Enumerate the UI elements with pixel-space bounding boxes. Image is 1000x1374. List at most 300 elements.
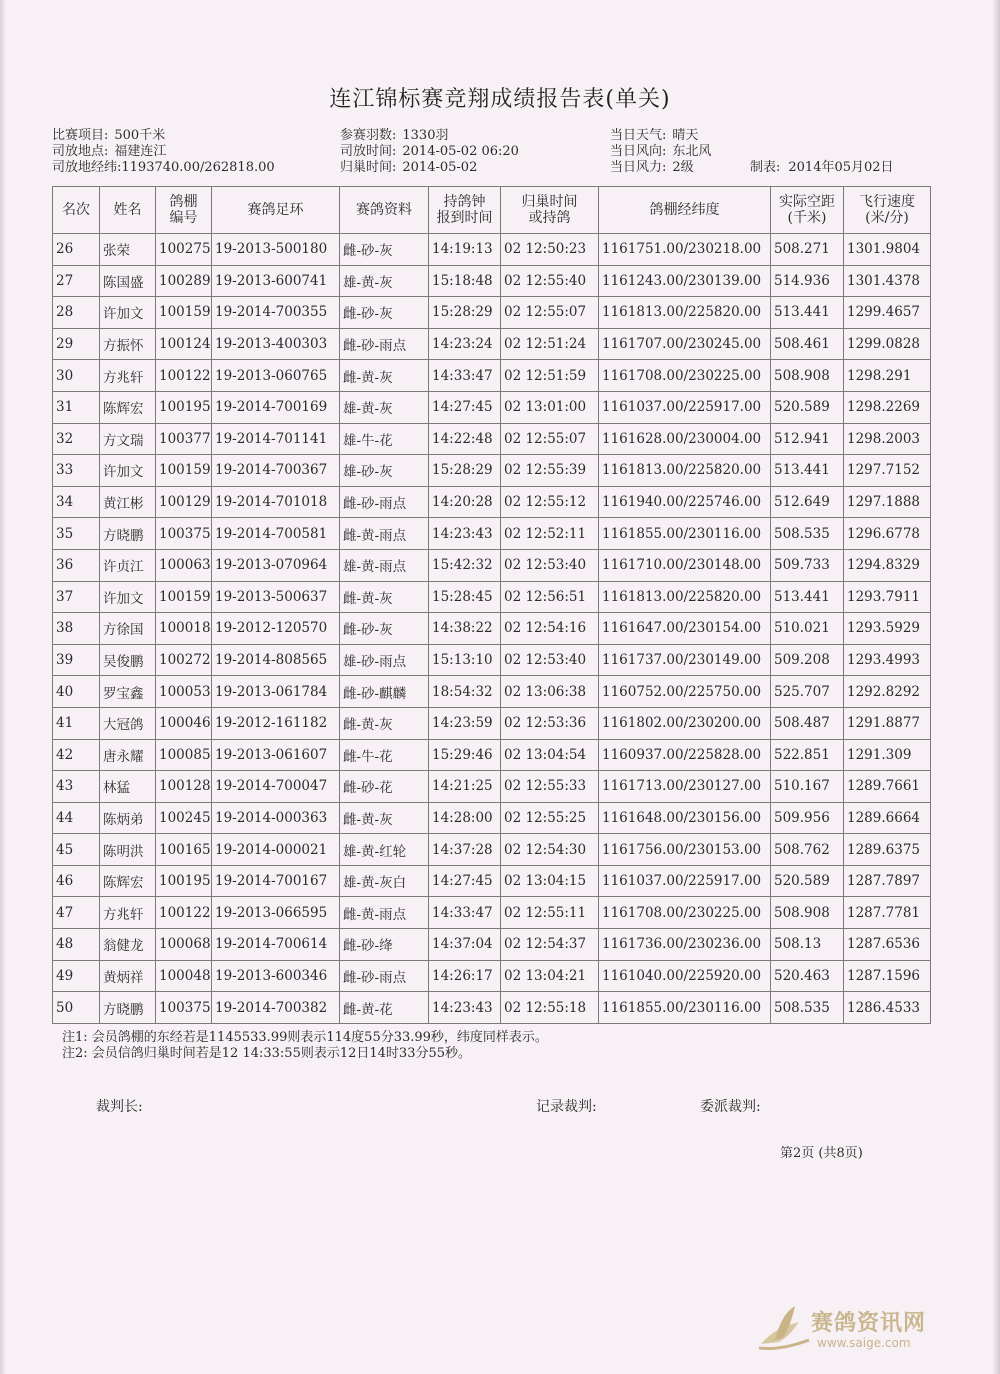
table-row bbox=[53, 676, 931, 708]
cell-speed: 1299.4657 bbox=[844, 297, 931, 329]
cell-loft-coords: 1161751.00/230218.00 bbox=[599, 234, 771, 266]
cell-distance: 513.441 bbox=[771, 455, 844, 487]
cell-clock-time: 14:27:45 bbox=[429, 865, 501, 897]
cell-return-time: 02 12:56:51 bbox=[501, 581, 599, 613]
cell-bird-info: 雄-黄-灰白 bbox=[340, 865, 429, 897]
cell-ring: 19-2014-700581 bbox=[212, 518, 340, 550]
cell-return-time: 02 13:04:21 bbox=[501, 960, 599, 992]
cell-name: 陈明洪 bbox=[100, 834, 156, 866]
weather-value: 晴天 bbox=[672, 128, 699, 143]
cell-ring: 19-2014-700367 bbox=[212, 455, 340, 487]
header-distance-line1: 实际空距 bbox=[779, 194, 835, 210]
cell-speed: 1292.8292 bbox=[844, 676, 931, 708]
cell-rank: 30 bbox=[53, 360, 100, 392]
cell-loft-id: 100085 bbox=[156, 739, 212, 771]
cell-loft-id: 100275 bbox=[156, 234, 212, 266]
race-info-column-1 bbox=[52, 128, 275, 176]
cell-bird-info: 雄-砂-雨点 bbox=[340, 644, 429, 676]
cell-distance: 513.441 bbox=[771, 297, 844, 329]
cell-loft-coords: 1161813.00/225820.00 bbox=[599, 455, 771, 487]
cell-ring: 19-2012-161182 bbox=[212, 707, 340, 739]
cell-bird-info: 雌-砂-雨点 bbox=[340, 960, 429, 992]
cell-speed: 1298.2003 bbox=[844, 423, 931, 455]
cell-return-time: 02 12:55:18 bbox=[501, 992, 599, 1024]
cell-return-time: 02 12:53:36 bbox=[501, 707, 599, 739]
cell-ring: 19-2014-700167 bbox=[212, 865, 340, 897]
cell-speed: 1289.7661 bbox=[844, 771, 931, 803]
cell-rank: 40 bbox=[53, 676, 100, 708]
cell-bird-info: 雌-牛-花 bbox=[340, 739, 429, 771]
cell-bird-info: 雄-黄-灰 bbox=[340, 391, 429, 423]
cell-loft-id: 100289 bbox=[156, 265, 212, 297]
footnote-1: 注1: 会员鸽棚的东经若是1145533.99则表示114度55分33.99秒，纬度同样表示。 bbox=[62, 1030, 548, 1045]
cell-ring: 19-2013-500637 bbox=[212, 581, 340, 613]
cell-loft-id: 100018 bbox=[156, 613, 212, 645]
cell-loft-coords: 1161813.00/225820.00 bbox=[599, 581, 771, 613]
cell-speed: 1297.7152 bbox=[844, 455, 931, 487]
cell-loft-id: 100375 bbox=[156, 992, 212, 1024]
cell-return-time: 02 12:55:25 bbox=[501, 802, 599, 834]
release-time-label: 司放时间: bbox=[340, 144, 397, 159]
table-row bbox=[53, 707, 931, 739]
cell-distance: 520.463 bbox=[771, 960, 844, 992]
table-row bbox=[53, 644, 931, 676]
cell-rank: 42 bbox=[53, 739, 100, 771]
cell-loft-coords: 1161648.00/230156.00 bbox=[599, 802, 771, 834]
cell-loft-id: 100122 bbox=[156, 360, 212, 392]
cell-loft-id: 100063 bbox=[156, 549, 212, 581]
cell-name: 黄炳祥 bbox=[100, 960, 156, 992]
return-time-label: 归巢时间: bbox=[340, 160, 397, 175]
cell-name: 黄江彬 bbox=[100, 486, 156, 518]
cell-name: 方文瑞 bbox=[100, 423, 156, 455]
cell-ring: 19-2013-600741 bbox=[212, 265, 340, 297]
cell-loft-id: 100129 bbox=[156, 486, 212, 518]
cell-clock-time: 14:23:24 bbox=[429, 328, 501, 360]
cell-bird-info: 雌-砂-雨点 bbox=[340, 486, 429, 518]
cell-loft-id: 100124 bbox=[156, 328, 212, 360]
cell-distance: 510.167 bbox=[771, 771, 844, 803]
cell-speed: 1298.291 bbox=[844, 360, 931, 392]
cell-clock-time: 14:20:28 bbox=[429, 486, 501, 518]
header-distance bbox=[771, 187, 844, 234]
cell-loft-id: 100128 bbox=[156, 771, 212, 803]
cell-return-time: 02 12:51:24 bbox=[501, 328, 599, 360]
cell-bird-info: 雌-砂-灰 bbox=[340, 234, 429, 266]
cell-distance: 508.908 bbox=[771, 897, 844, 929]
cell-ring: 19-2014-000021 bbox=[212, 834, 340, 866]
cell-bird-info: 雌-砂-绛 bbox=[340, 929, 429, 961]
table-row bbox=[53, 581, 931, 613]
table-row bbox=[53, 613, 931, 645]
recording-referee-label: 记录裁判: bbox=[536, 1099, 597, 1115]
results-table bbox=[52, 186, 931, 1024]
table-row bbox=[53, 802, 931, 834]
cell-clock-time: 15:28:29 bbox=[429, 297, 501, 329]
release-time-row bbox=[340, 144, 519, 160]
cell-rank: 49 bbox=[53, 960, 100, 992]
entries-value: 1330羽 bbox=[402, 128, 449, 143]
header-speed-line2: (米/分) bbox=[865, 210, 909, 226]
cell-loft-coords: 1161708.00/230225.00 bbox=[599, 360, 771, 392]
cell-bird-info: 雄-牛-花 bbox=[340, 423, 429, 455]
cell-loft-id: 100272 bbox=[156, 644, 212, 676]
cell-ring: 19-2013-400303 bbox=[212, 328, 340, 360]
table-row bbox=[53, 486, 931, 518]
header-home-line2: 或持鸽 bbox=[528, 210, 571, 226]
cell-loft-coords: 1161647.00/230154.00 bbox=[599, 613, 771, 645]
cell-rank: 35 bbox=[53, 518, 100, 550]
header-home bbox=[501, 187, 599, 234]
cell-clock-time: 15:29:46 bbox=[429, 739, 501, 771]
cell-name: 陈国盛 bbox=[100, 265, 156, 297]
cell-bird-info: 雄-黄-雨点 bbox=[340, 549, 429, 581]
cell-rank: 32 bbox=[53, 423, 100, 455]
cell-rank: 33 bbox=[53, 455, 100, 487]
cell-distance: 508.271 bbox=[771, 234, 844, 266]
cell-clock-time: 18:54:32 bbox=[429, 676, 501, 708]
cell-bird-info: 雌-砂-麒麟 bbox=[340, 676, 429, 708]
cell-distance: 520.589 bbox=[771, 865, 844, 897]
table-row bbox=[53, 549, 931, 581]
cell-bird-info: 雌-砂-灰 bbox=[340, 297, 429, 329]
cell-loft-coords: 1161737.00/230149.00 bbox=[599, 644, 771, 676]
cell-rank: 44 bbox=[53, 802, 100, 834]
table-row bbox=[53, 265, 931, 297]
return-time-value: 2014-05-02 bbox=[402, 160, 478, 175]
cell-speed: 1301.9804 bbox=[844, 234, 931, 266]
cell-clock-time: 14:26:17 bbox=[429, 960, 501, 992]
cell-return-time: 02 13:04:15 bbox=[501, 865, 599, 897]
cell-rank: 39 bbox=[53, 644, 100, 676]
cell-loft-id: 100122 bbox=[156, 897, 212, 929]
cell-name: 林猛 bbox=[100, 771, 156, 803]
cell-name: 方徐国 bbox=[100, 613, 156, 645]
cell-bird-info: 雄-砂-灰 bbox=[340, 455, 429, 487]
table-row bbox=[53, 328, 931, 360]
cell-distance: 512.941 bbox=[771, 423, 844, 455]
cell-ring: 19-2013-066595 bbox=[212, 897, 340, 929]
cell-distance: 508.908 bbox=[771, 360, 844, 392]
made-date-label: 制表: bbox=[750, 160, 781, 175]
cell-loft-id: 100375 bbox=[156, 518, 212, 550]
cell-distance: 522.851 bbox=[771, 739, 844, 771]
table-row bbox=[53, 234, 931, 266]
cell-speed: 1301.4378 bbox=[844, 265, 931, 297]
cell-name: 张荣 bbox=[100, 234, 156, 266]
cell-clock-time: 14:37:28 bbox=[429, 834, 501, 866]
table-row bbox=[53, 929, 931, 961]
cell-name: 方振怀 bbox=[100, 328, 156, 360]
chief-referee-label: 裁判长: bbox=[96, 1099, 143, 1115]
wind-force-value: 2级 bbox=[672, 160, 694, 175]
cell-return-time: 02 12:54:30 bbox=[501, 834, 599, 866]
cell-return-time: 02 12:55:07 bbox=[501, 297, 599, 329]
cell-loft-coords: 1161628.00/230004.00 bbox=[599, 423, 771, 455]
race-info-column-2 bbox=[340, 128, 519, 176]
cell-return-time: 02 12:55:33 bbox=[501, 771, 599, 803]
cell-loft-coords: 1160752.00/225750.00 bbox=[599, 676, 771, 708]
race-info bbox=[52, 128, 932, 180]
page-right-edge bbox=[992, 0, 1000, 1374]
cell-loft-coords: 1161040.00/225920.00 bbox=[599, 960, 771, 992]
cell-distance: 510.021 bbox=[771, 613, 844, 645]
wind-force-row bbox=[610, 160, 711, 176]
release-place-label: 司放地点: bbox=[52, 144, 109, 159]
cell-distance: 508.13 bbox=[771, 929, 844, 961]
cell-bird-info: 雌-黄-灰 bbox=[340, 707, 429, 739]
cell-distance: 508.535 bbox=[771, 992, 844, 1024]
cell-loft-coords: 1161037.00/225917.00 bbox=[599, 865, 771, 897]
cell-speed: 1294.8329 bbox=[844, 549, 931, 581]
cell-return-time: 02 13:04:54 bbox=[501, 739, 599, 771]
cell-bird-info: 雄-黄-灰 bbox=[340, 265, 429, 297]
cell-return-time: 02 12:55:40 bbox=[501, 265, 599, 297]
cell-loft-coords: 1161855.00/230116.00 bbox=[599, 992, 771, 1024]
event-row bbox=[52, 128, 275, 144]
table-row bbox=[53, 834, 931, 866]
cell-speed: 1287.6536 bbox=[844, 929, 931, 961]
table-row bbox=[53, 391, 931, 423]
cell-ring: 19-2014-700047 bbox=[212, 771, 340, 803]
cell-speed: 1287.7781 bbox=[844, 897, 931, 929]
cell-loft-id: 100245 bbox=[156, 802, 212, 834]
table-row bbox=[53, 518, 931, 550]
delegated-referee-label: 委派裁判: bbox=[700, 1099, 761, 1115]
header-loft-line1: 鸽棚 bbox=[169, 194, 198, 210]
cell-rank: 28 bbox=[53, 297, 100, 329]
cell-clock-time: 14:27:45 bbox=[429, 391, 501, 423]
cell-return-time: 02 12:55:12 bbox=[501, 486, 599, 518]
cell-loft-coords: 1161708.00/230225.00 bbox=[599, 897, 771, 929]
cell-loft-id: 100159 bbox=[156, 455, 212, 487]
cell-loft-coords: 1161713.00/230127.00 bbox=[599, 771, 771, 803]
cell-ring: 19-2013-070964 bbox=[212, 549, 340, 581]
cell-ring: 19-2013-600346 bbox=[212, 960, 340, 992]
cell-return-time: 02 13:01:00 bbox=[501, 391, 599, 423]
cell-clock-time: 15:13:10 bbox=[429, 644, 501, 676]
made-date bbox=[750, 160, 894, 176]
cell-name: 翁健龙 bbox=[100, 929, 156, 961]
cell-clock-time: 14:23:59 bbox=[429, 707, 501, 739]
report-title: 连江锦标赛竞翔成绩报告表(单关) bbox=[329, 87, 671, 112]
header-loft bbox=[156, 187, 212, 234]
race-info-column-3 bbox=[610, 128, 711, 176]
cell-clock-time: 14:23:43 bbox=[429, 992, 501, 1024]
cell-bird-info: 雌-砂-灰 bbox=[340, 613, 429, 645]
header-info: 赛鸽资料 bbox=[340, 187, 429, 234]
watermark bbox=[755, 1300, 965, 1360]
cell-rank: 31 bbox=[53, 391, 100, 423]
cell-speed: 1296.6778 bbox=[844, 518, 931, 550]
wind-force-label: 当日风力: bbox=[610, 160, 667, 175]
cell-speed: 1297.1888 bbox=[844, 486, 931, 518]
cell-return-time: 02 12:55:39 bbox=[501, 455, 599, 487]
cell-return-time: 02 12:54:37 bbox=[501, 929, 599, 961]
cell-return-time: 02 12:50:23 bbox=[501, 234, 599, 266]
cell-name: 许加文 bbox=[100, 297, 156, 329]
cell-loft-id: 100165 bbox=[156, 834, 212, 866]
cell-clock-time: 14:19:13 bbox=[429, 234, 501, 266]
cell-name: 大冠鸽 bbox=[100, 707, 156, 739]
cell-loft-id: 100195 bbox=[156, 391, 212, 423]
cell-distance: 508.535 bbox=[771, 518, 844, 550]
table-row bbox=[53, 960, 931, 992]
cell-bird-info: 雌-黄-灰 bbox=[340, 360, 429, 392]
cell-distance: 512.649 bbox=[771, 486, 844, 518]
watermark-url: www.saige.com bbox=[817, 1336, 911, 1350]
wind-direction-row bbox=[610, 144, 711, 160]
cell-name: 陈辉宏 bbox=[100, 865, 156, 897]
header-coords: 鸽棚经纬度 bbox=[599, 187, 771, 234]
header-distance-line2: (千米) bbox=[787, 210, 827, 226]
table-header-row bbox=[53, 187, 931, 234]
cell-rank: 34 bbox=[53, 486, 100, 518]
cell-loft-coords: 1161710.00/230148.00 bbox=[599, 549, 771, 581]
cell-bird-info: 雄-黄-红轮 bbox=[340, 834, 429, 866]
cell-rank: 36 bbox=[53, 549, 100, 581]
cell-bird-info: 雌-黄-灰 bbox=[340, 802, 429, 834]
page-left-edge bbox=[0, 0, 6, 1374]
header-home-line1: 归巢时间 bbox=[521, 194, 578, 210]
cell-bird-info: 雌-黄-雨点 bbox=[340, 518, 429, 550]
cell-clock-time: 15:18:48 bbox=[429, 265, 501, 297]
table-row bbox=[53, 297, 931, 329]
cell-speed: 1293.7911 bbox=[844, 581, 931, 613]
cell-name: 陈炳弟 bbox=[100, 802, 156, 834]
cell-bird-info: 雌-黄-灰 bbox=[340, 581, 429, 613]
cell-name: 陈辉宏 bbox=[100, 391, 156, 423]
weather-row bbox=[610, 128, 711, 144]
footnotes bbox=[62, 1030, 548, 1062]
cell-speed: 1286.4533 bbox=[844, 992, 931, 1024]
cell-name: 方晓鹏 bbox=[100, 518, 156, 550]
cell-rank: 45 bbox=[53, 834, 100, 866]
cell-loft-id: 100377 bbox=[156, 423, 212, 455]
cell-ring: 19-2014-701018 bbox=[212, 486, 340, 518]
cell-loft-id: 100068 bbox=[156, 929, 212, 961]
cell-return-time: 02 12:55:07 bbox=[501, 423, 599, 455]
cell-name: 罗宝鑫 bbox=[100, 676, 156, 708]
cell-ring: 19-2014-700355 bbox=[212, 297, 340, 329]
made-date-value: 2014年05月02日 bbox=[788, 160, 894, 175]
cell-clock-time: 14:33:47 bbox=[429, 360, 501, 392]
cell-distance: 509.208 bbox=[771, 644, 844, 676]
cell-return-time: 02 12:53:40 bbox=[501, 644, 599, 676]
cell-distance: 513.441 bbox=[771, 581, 844, 613]
cell-rank: 26 bbox=[53, 234, 100, 266]
cell-distance: 509.956 bbox=[771, 802, 844, 834]
table-row bbox=[53, 865, 931, 897]
header-name: 姓名 bbox=[100, 187, 156, 234]
cell-clock-time: 14:23:43 bbox=[429, 518, 501, 550]
cell-ring: 19-2014-808565 bbox=[212, 644, 340, 676]
page-number: 第2页 (共8页) bbox=[780, 1146, 863, 1161]
table-row bbox=[53, 897, 931, 929]
cell-speed: 1291.8877 bbox=[844, 707, 931, 739]
cell-distance: 525.707 bbox=[771, 676, 844, 708]
return-time-row bbox=[340, 160, 519, 176]
cell-speed: 1287.7897 bbox=[844, 865, 931, 897]
cell-rank: 50 bbox=[53, 992, 100, 1024]
cell-loft-coords: 1161707.00/230245.00 bbox=[599, 328, 771, 360]
cell-speed: 1291.309 bbox=[844, 739, 931, 771]
table-row bbox=[53, 455, 931, 487]
cell-name: 方兆轩 bbox=[100, 360, 156, 392]
cell-loft-coords: 1161037.00/225917.00 bbox=[599, 391, 771, 423]
header-ring: 赛鸽足环 bbox=[212, 187, 340, 234]
cell-ring: 19-2012-120570 bbox=[212, 613, 340, 645]
cell-ring: 19-2013-500180 bbox=[212, 234, 340, 266]
cell-rank: 48 bbox=[53, 929, 100, 961]
cell-name: 唐永耀 bbox=[100, 739, 156, 771]
cell-bird-info: 雌-黄-雨点 bbox=[340, 897, 429, 929]
cell-rank: 46 bbox=[53, 865, 100, 897]
cell-distance: 520.589 bbox=[771, 391, 844, 423]
watermark-name: 赛鸽资讯网 bbox=[811, 1311, 927, 1336]
cell-bird-info: 雌-砂-花 bbox=[340, 771, 429, 803]
cell-ring: 19-2014-701141 bbox=[212, 423, 340, 455]
cell-distance: 508.487 bbox=[771, 707, 844, 739]
release-place-row bbox=[52, 144, 275, 160]
release-coords-value: 1193740.00/262818.00 bbox=[121, 160, 275, 175]
cell-ring: 19-2013-061784 bbox=[212, 676, 340, 708]
wind-direction-label: 当日风向: bbox=[610, 144, 667, 159]
header-rank: 名次 bbox=[53, 187, 100, 234]
table-row bbox=[53, 771, 931, 803]
cell-distance: 514.936 bbox=[771, 265, 844, 297]
cell-speed: 1293.5929 bbox=[844, 613, 931, 645]
release-coords-row bbox=[52, 160, 275, 176]
cell-bird-info: 雌-砂-雨点 bbox=[340, 328, 429, 360]
cell-loft-coords: 1160937.00/225828.00 bbox=[599, 739, 771, 771]
cell-name: 方晓鹏 bbox=[100, 992, 156, 1024]
table-row bbox=[53, 739, 931, 771]
cell-ring: 19-2014-700169 bbox=[212, 391, 340, 423]
cell-clock-time: 14:37:04 bbox=[429, 929, 501, 961]
cell-speed: 1293.4993 bbox=[844, 644, 931, 676]
event-label: 比赛项目: bbox=[52, 128, 109, 143]
cell-rank: 41 bbox=[53, 707, 100, 739]
cell-return-time: 02 12:52:11 bbox=[501, 518, 599, 550]
cell-loft-id: 100053 bbox=[156, 676, 212, 708]
cell-rank: 29 bbox=[53, 328, 100, 360]
cell-loft-coords: 1161243.00/230139.00 bbox=[599, 265, 771, 297]
header-speed-line1: 飞行速度 bbox=[859, 194, 915, 210]
cell-rank: 43 bbox=[53, 771, 100, 803]
cell-rank: 27 bbox=[53, 265, 100, 297]
pigeon-logo-icon bbox=[755, 1300, 815, 1360]
cell-name: 方兆轩 bbox=[100, 897, 156, 929]
entries-label: 参赛羽数: bbox=[340, 128, 397, 143]
cell-loft-coords: 1161736.00/230236.00 bbox=[599, 929, 771, 961]
cell-loft-id: 100046 bbox=[156, 707, 212, 739]
cell-speed: 1298.2269 bbox=[844, 391, 931, 423]
wind-direction-value: 东北风 bbox=[672, 144, 712, 159]
cell-loft-id: 100159 bbox=[156, 297, 212, 329]
cell-loft-coords: 1161855.00/230116.00 bbox=[599, 518, 771, 550]
footnote-2: 注2: 会员信鸽归巢时间若是12 14:33:55则表示12日14时33分55秒。 bbox=[62, 1046, 472, 1061]
cell-return-time: 02 12:54:16 bbox=[501, 613, 599, 645]
cell-loft-coords: 1161940.00/225746.00 bbox=[599, 486, 771, 518]
header-loft-line2: 编号 bbox=[169, 210, 198, 226]
header-clock bbox=[429, 187, 501, 234]
table-row bbox=[53, 360, 931, 392]
release-time-value: 2014-05-02 06:20 bbox=[402, 144, 519, 159]
cell-name: 许加文 bbox=[100, 581, 156, 613]
cell-clock-time: 14:33:47 bbox=[429, 897, 501, 929]
entries-row bbox=[340, 128, 519, 144]
